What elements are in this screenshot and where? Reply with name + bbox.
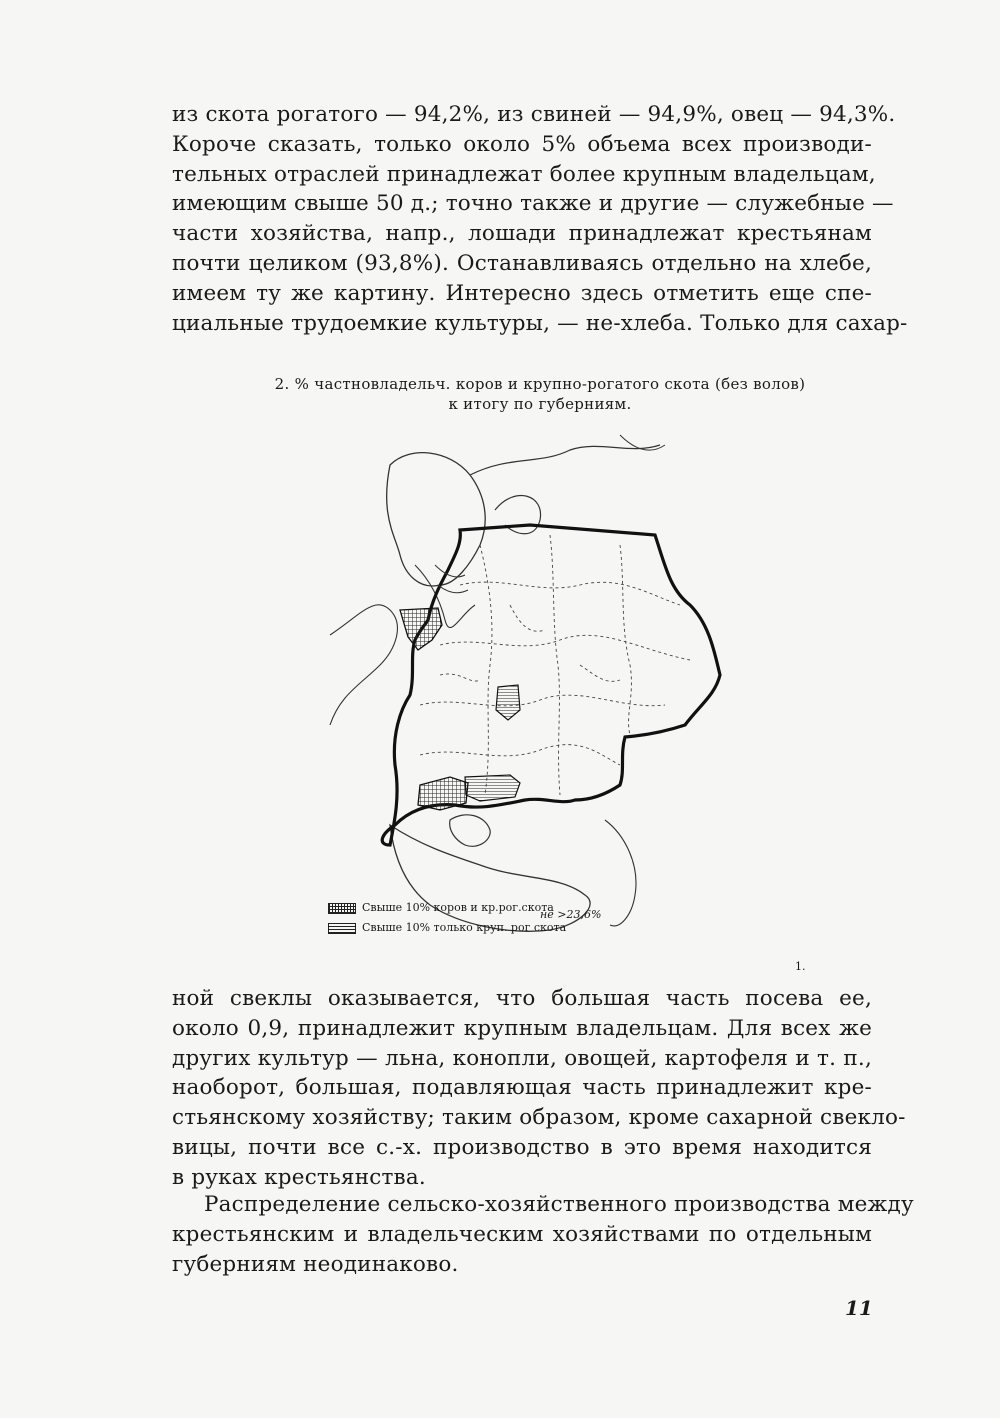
legend-item [328, 898, 566, 918]
lines-swatch-icon [328, 923, 356, 934]
page-number: 11 [845, 1296, 873, 1320]
text-line: части хозяйства, напр., лошади принадлежат крестьянам [172, 221, 872, 247]
text-line: в руках крестьянства. [172, 1164, 426, 1190]
text-line: стьянскому хозяйству; таким образом, кроме сахарной свекло- [172, 1105, 906, 1131]
paragraph-last [172, 1190, 914, 1279]
hatched-region-south-grid [418, 777, 468, 810]
text-line: Распределение сельско-хозяйственного производства между [204, 1192, 914, 1217]
text-line: губерниям неодинаково. [172, 1251, 459, 1277]
stray-mark: 1. [795, 960, 806, 973]
legend-item [328, 918, 566, 938]
text-line: из скота рогатого — 94,2%, из свиней — 94,9%, овец — 94,3%. [172, 102, 896, 127]
text-line: имеем ту же картину. Интересно здесь отметить еще спе- [172, 280, 872, 306]
hatched-region-south-lines [465, 775, 520, 801]
text-line: наоборот, большая, подавляющая часть принадлежит кре- [172, 1075, 872, 1101]
caption-line: 2. % частновладельч. коров и крупно-рогатого скота (без волов) [274, 375, 806, 393]
legend-note: не >23,6% [540, 908, 602, 921]
coastline-crimea [450, 815, 491, 847]
text-line: почти целиком (93,8%). Останавливаясь отдельно на хлебе, [172, 250, 872, 276]
legend-label: Свыше 10% коров и кр.рог.скота [362, 901, 554, 914]
coastline-caspian-region [605, 820, 636, 926]
hatched-region-central [496, 685, 520, 720]
text-line: циальные трудоемкие культуры, — не-хлеба. Только для сахар- [172, 310, 908, 336]
text-line: тельных отраслей принадлежат более крупным владельцам, [172, 161, 876, 187]
paragraph-bottom [172, 984, 906, 1193]
figure-caption [180, 374, 900, 414]
text-line: около 0,9, принадлежит крупным владельцам. Для всех же [172, 1015, 872, 1041]
text-line: вицы, почти все с.-х. производство в это время находится [172, 1134, 872, 1160]
caption-line: к итогу по губерниям. [448, 395, 632, 413]
hatched-region-baltic [400, 608, 442, 650]
text-line: ной свеклы оказывается, что большая часть посева ее, [172, 986, 872, 1011]
text-line: крестьянским и владельческим хозяйствами по отдельным [172, 1221, 872, 1247]
map-legend [328, 898, 566, 938]
coastline-north [470, 445, 660, 475]
text-line: других культур — льна, конопли, овощей, картофеля и т. п., [172, 1045, 872, 1071]
legend-label: Свыше 10% только круп. рог скота [362, 921, 567, 934]
text-line: Короче сказать, только около 5% объема всех производи- [172, 131, 872, 157]
paragraph-top [172, 100, 908, 338]
text-line: имеющим свыше 50 д.; точно также и другие — служебные — [172, 191, 894, 217]
grid-swatch-icon [328, 903, 356, 914]
coastline-west [330, 605, 397, 725]
map-figure [320, 425, 730, 945]
